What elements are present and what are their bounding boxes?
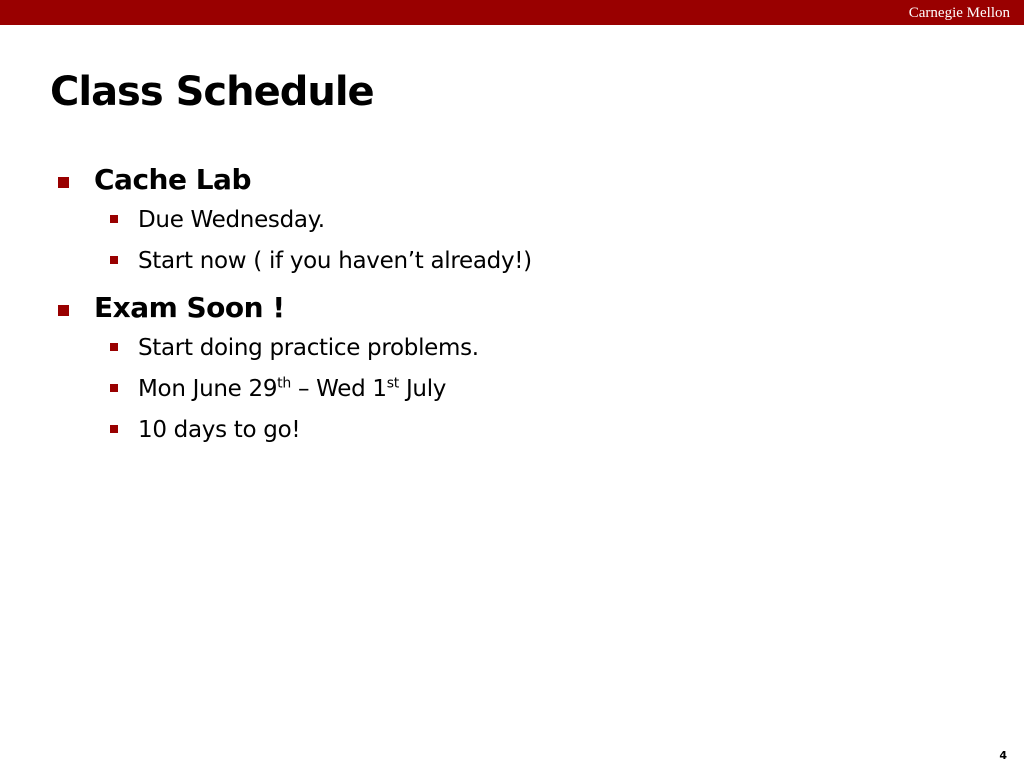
section-heading-text: Exam Soon ! (94, 291, 285, 324)
exam-end-date: – Wed 1 (290, 376, 387, 402)
list-item-text: 10 days to go! (138, 417, 301, 443)
square-bullet-icon (58, 305, 69, 316)
header-bar (0, 0, 1024, 25)
list-item (56, 241, 956, 282)
square-bullet-icon (110, 343, 118, 351)
section-heading (56, 288, 956, 328)
square-bullet-icon (110, 215, 118, 223)
section-exam-soon (56, 288, 956, 451)
square-bullet-icon (110, 425, 118, 433)
exam-start-date: Mon June 29 (138, 376, 278, 402)
page-number: 4 (999, 749, 1007, 762)
brand-label: Carnegie Mellon (908, 5, 1010, 21)
list-item (56, 410, 956, 451)
section-heading-text: Cache Lab (94, 163, 251, 196)
section-cache-lab (56, 160, 956, 282)
slide-content (56, 160, 956, 451)
slide-title: Class Schedule (50, 69, 374, 115)
list-item-text: Start now ( if you haven’t already!) (138, 248, 532, 274)
list-item (56, 200, 956, 241)
square-bullet-icon (110, 256, 118, 264)
square-bullet-icon (58, 177, 69, 188)
ordinal-suffix: th (277, 375, 291, 392)
list-item-text: Start doing practice problems. (138, 335, 479, 361)
list-item-text: Due Wednesday. (138, 207, 325, 233)
exam-end-month: July (398, 376, 447, 402)
square-bullet-icon (110, 384, 118, 392)
list-item (56, 328, 956, 369)
list-item-exam-dates (56, 369, 956, 410)
section-heading (56, 160, 956, 200)
ordinal-suffix: st (386, 375, 399, 392)
